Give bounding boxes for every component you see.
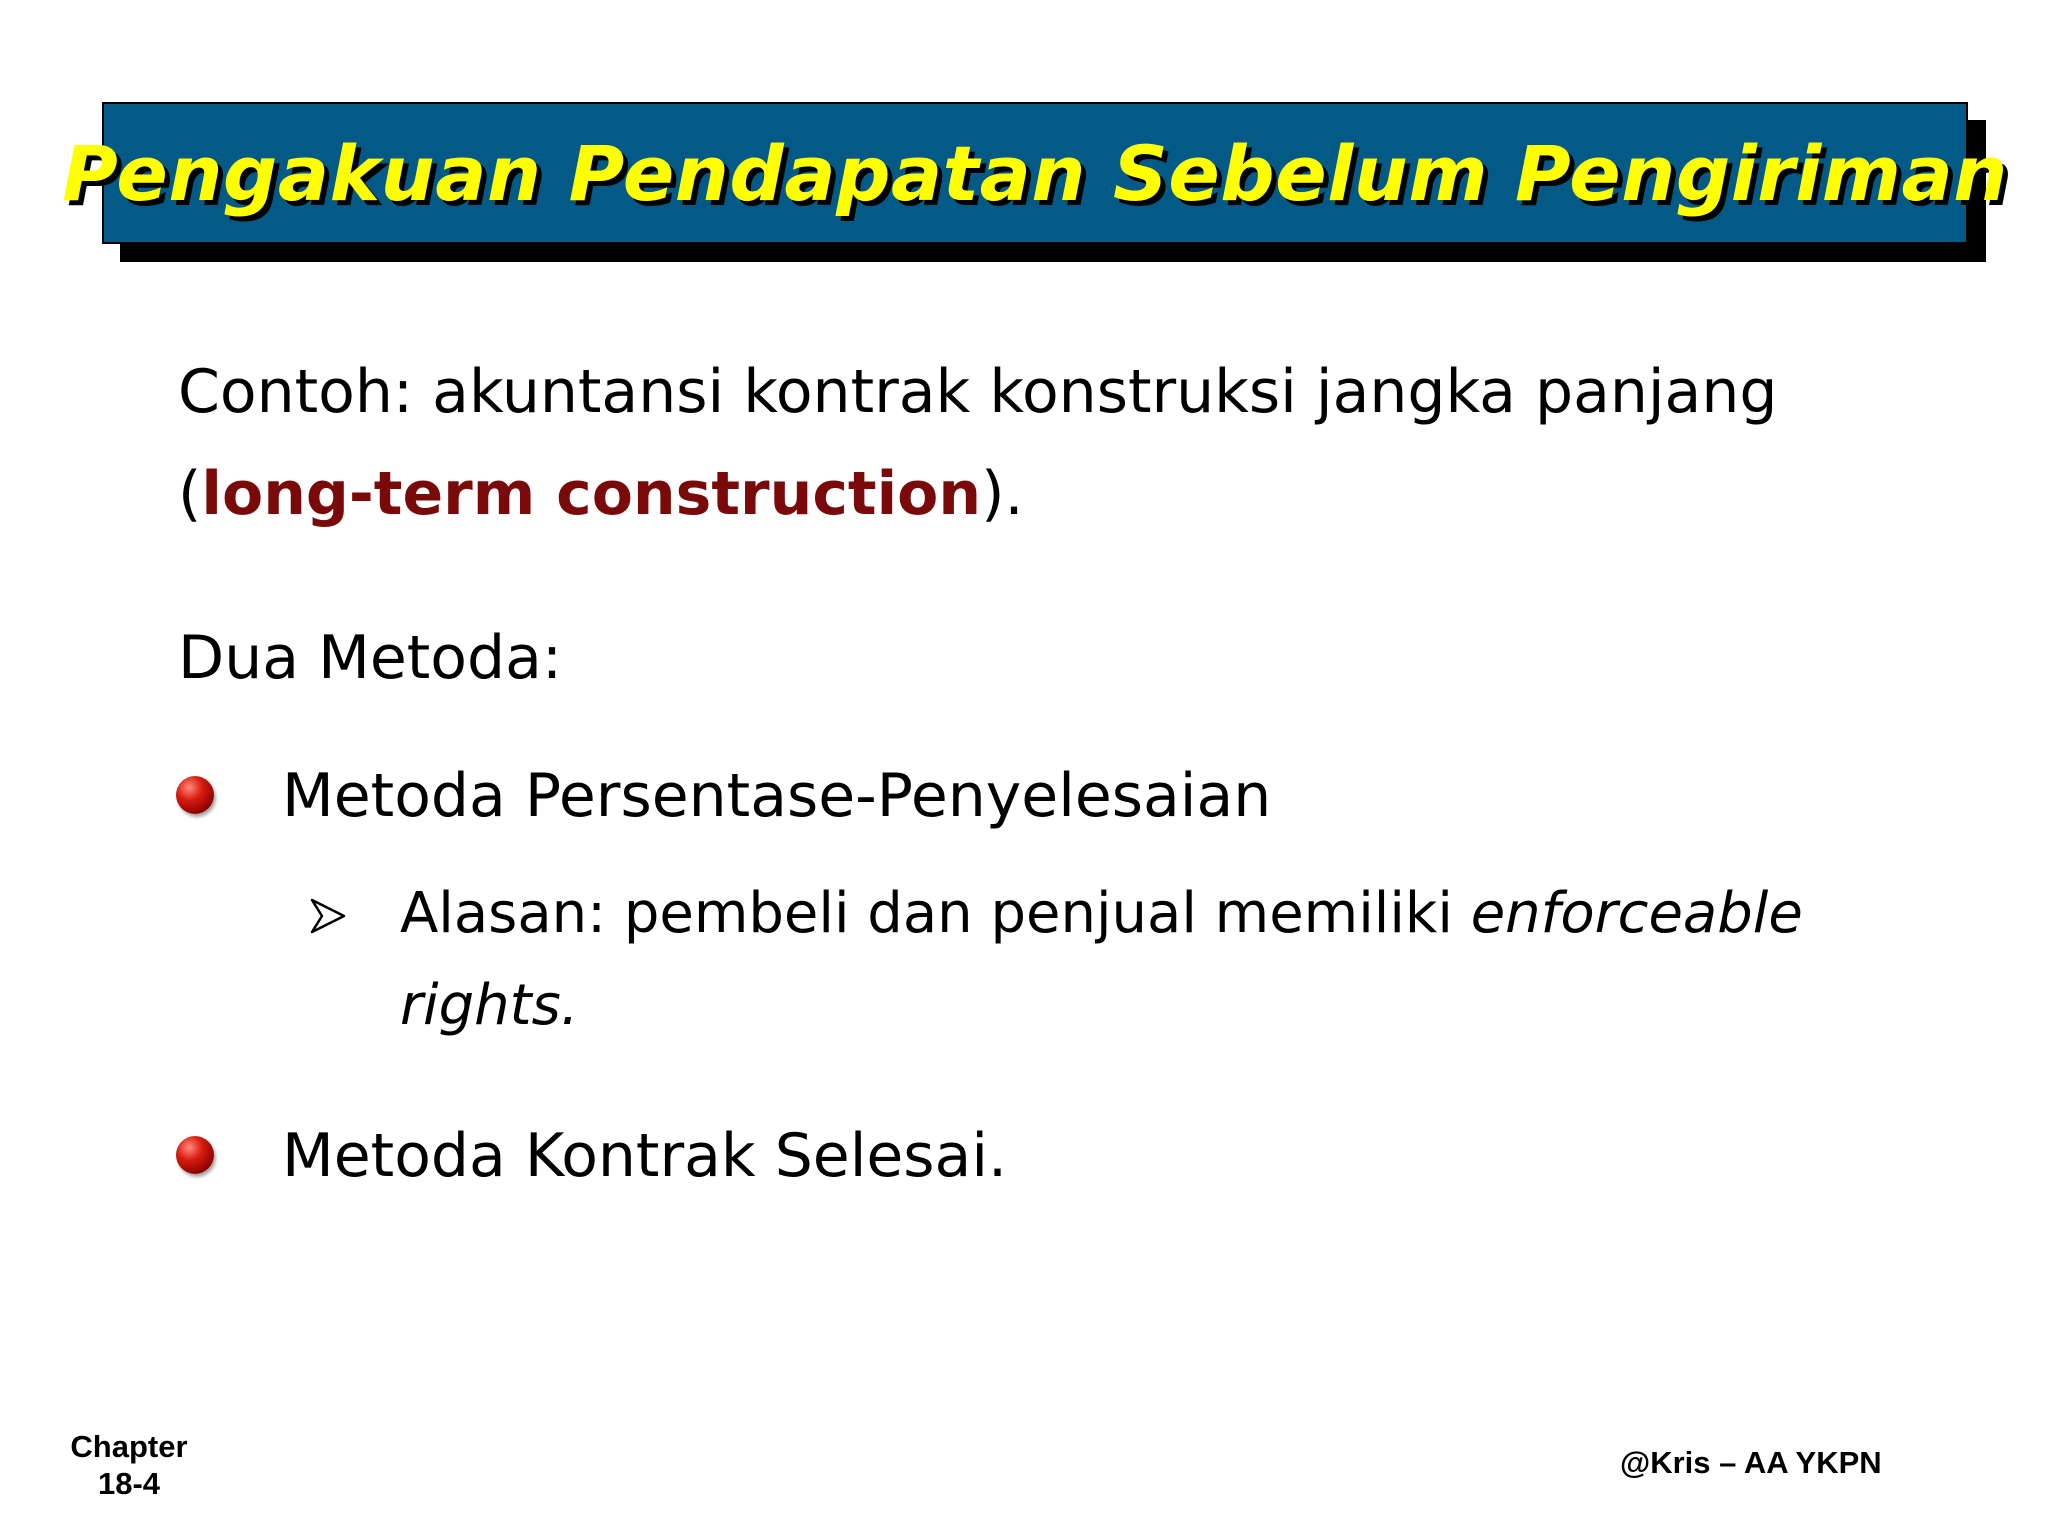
- intro-open-paren: (: [178, 459, 202, 529]
- red-ball-bullet-icon: [176, 1136, 214, 1174]
- arrowhead-bullet-icon: [310, 898, 346, 934]
- methods-heading: Dua Metoda:: [178, 623, 563, 693]
- intro-text: Contoh: akuntansi kontrak konstruksi jangka panjang: [178, 357, 1778, 427]
- chapter-number: 18-4: [97, 1466, 161, 1502]
- method-1-reason-line-2: rights.: [400, 973, 579, 1038]
- title-banner: [62, 102, 2008, 244]
- chapter-footer: [64, 1428, 194, 1502]
- credit-footer: @Kris – AA YKPN: [1620, 1445, 1882, 1480]
- intro-line-2: [178, 459, 1024, 529]
- intro-close: ).: [981, 459, 1024, 529]
- red-ball-bullet-icon: [176, 776, 214, 814]
- method-1-reason-text: Alasan: pembeli dan penjual memiliki: [400, 881, 1471, 946]
- chapter-label: Chapter: [70, 1429, 188, 1464]
- slide-title: Pengakuan Pendapatan Sebelum Pengiriman: [62, 128, 2008, 218]
- method-1-reason-italic-1: enforceable: [1470, 881, 1803, 946]
- intro-line-1: [178, 357, 1778, 427]
- method-2-label: Metoda Kontrak Selesai.: [282, 1121, 1008, 1191]
- method-1-reason-line-1: [400, 881, 1803, 946]
- method-1-label: Metoda Persentase-Penyelesaian: [282, 761, 1272, 831]
- intro-term: long-term construction: [201, 459, 982, 529]
